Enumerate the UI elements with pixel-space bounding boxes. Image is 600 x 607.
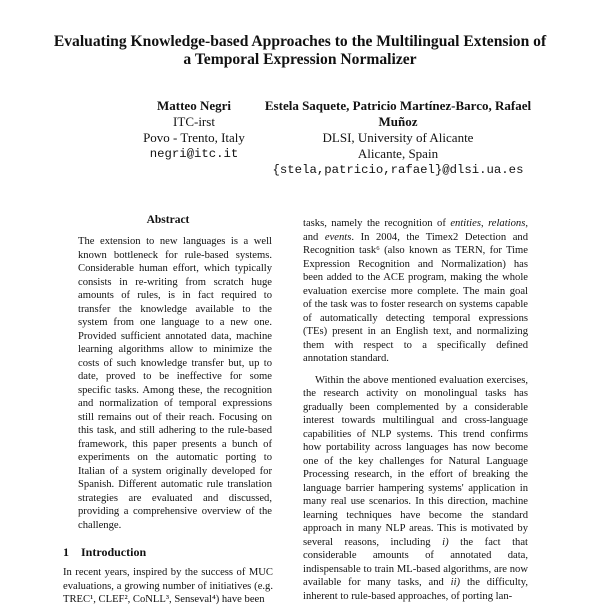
text-run: Within the above mentioned evaluation exercises, the research activity on monolingual tasks has gradually been complemented by a considerable interest towards multilingual and cross-language capabilities of NLP systems. This trend confirms how portability across languages has now become one of the key challenges for Natural Language Processing research, in the effort of breaking the language barrier hampering systems' application in many real use scenarios. In this direction, machine learning techniques have become the standard approach in many NLP areas. This is motivated by several reasons, including [303,374,528,548]
text-run: , and [303,218,528,243]
author-affiliation: ITC-irst [173,114,215,129]
abstract-text: The extension to new languages is a well known bottleneck for rule-based systems. Considerable human effort, which typically consists in re-writing from scratch huge amounts of rules, is in fact required to transfer the knowledge available to the system from one language to a new one. Provided sufficient annotated data, machine learning algorithms allow to minimize the costs of such knowledge transfer but, up to date, proved to be ineffective for some specific tasks. Among these, the recognition and normalization of temporal expressions still remains out of their reach. Focusing on this task, and still adhering to the rule-based framework, this paper presents a bunch of experiments on the automatic porting to Italian of a system originally developed for Spanish. Different automatic rule translation strategies are evaluated and discussed, providing a comprehensive overview of the challenge. [78,236,272,531]
author-email: negri@itc.it [149,147,239,161]
text-run: the difficulty, inherent to rule-based approaches, of porting lan- [303,577,528,602]
emphasis-run: i) [442,536,449,548]
title-line-2: a Temporal Expression Normalizer [183,51,417,68]
title-line-1: Evaluating Knowledge-based Approaches to the Multilingual Extension of [53,33,547,50]
author-name: Matteo Negri [157,98,231,113]
emphasis-run: relations [488,218,526,229]
text-run: tasks, namely the recognition of [303,218,451,229]
right-column [303,217,528,603]
author-email: {stela,patricio,rafael}@dlsi.ua.es [272,163,524,177]
section-title: Introduction [81,545,147,559]
author-location: Povo - Trento, Italy [143,130,245,145]
section-heading [63,545,146,560]
text-run: the fact that considerable amounts of annotated data, indispensable to train ML-based algorithms, are now available for many tasks, and [303,536,528,588]
emphasis-run: ii) [450,577,461,588]
author-affiliation: DLSI, University of Alicante [322,130,474,145]
text-run: , [480,218,489,229]
author-block-2 [248,98,548,178]
abstract-heading: Abstract [146,214,190,226]
right-paragraph-1 [303,217,528,366]
section-number: 1 [63,545,69,559]
emphasis-run: events [324,231,352,243]
paper-title [40,33,560,69]
text-run: . In 2004, the Timex2 Detection and Recognition task⁶ (also known as TERN, for Time Expression Recognition and Normalization) has been added to the ACE program, making the whole evaluation exercise more complete. The main goal of the task was to foster research on systems capable of automatically detecting temporal expressions (TEs) present in an English text, and normalizing them with respect to a specifically defined annotation standard. [303,231,528,364]
author-location: Alicante, Spain [357,146,439,161]
intro-paragraph: In recent years, inspired by the success of MUC evaluations, a growing number of initiatives (e.g. TREC¹, CLEF², CoNLL³, Senseval⁴) have been [63,567,273,605]
author-block-1 [120,98,268,162]
author-name: Estela Saquete, Patricio Martínez-Barco, Rafael Muñoz [264,98,532,129]
emphasis-run: entities [450,218,481,229]
right-paragraph-2 [303,374,528,604]
